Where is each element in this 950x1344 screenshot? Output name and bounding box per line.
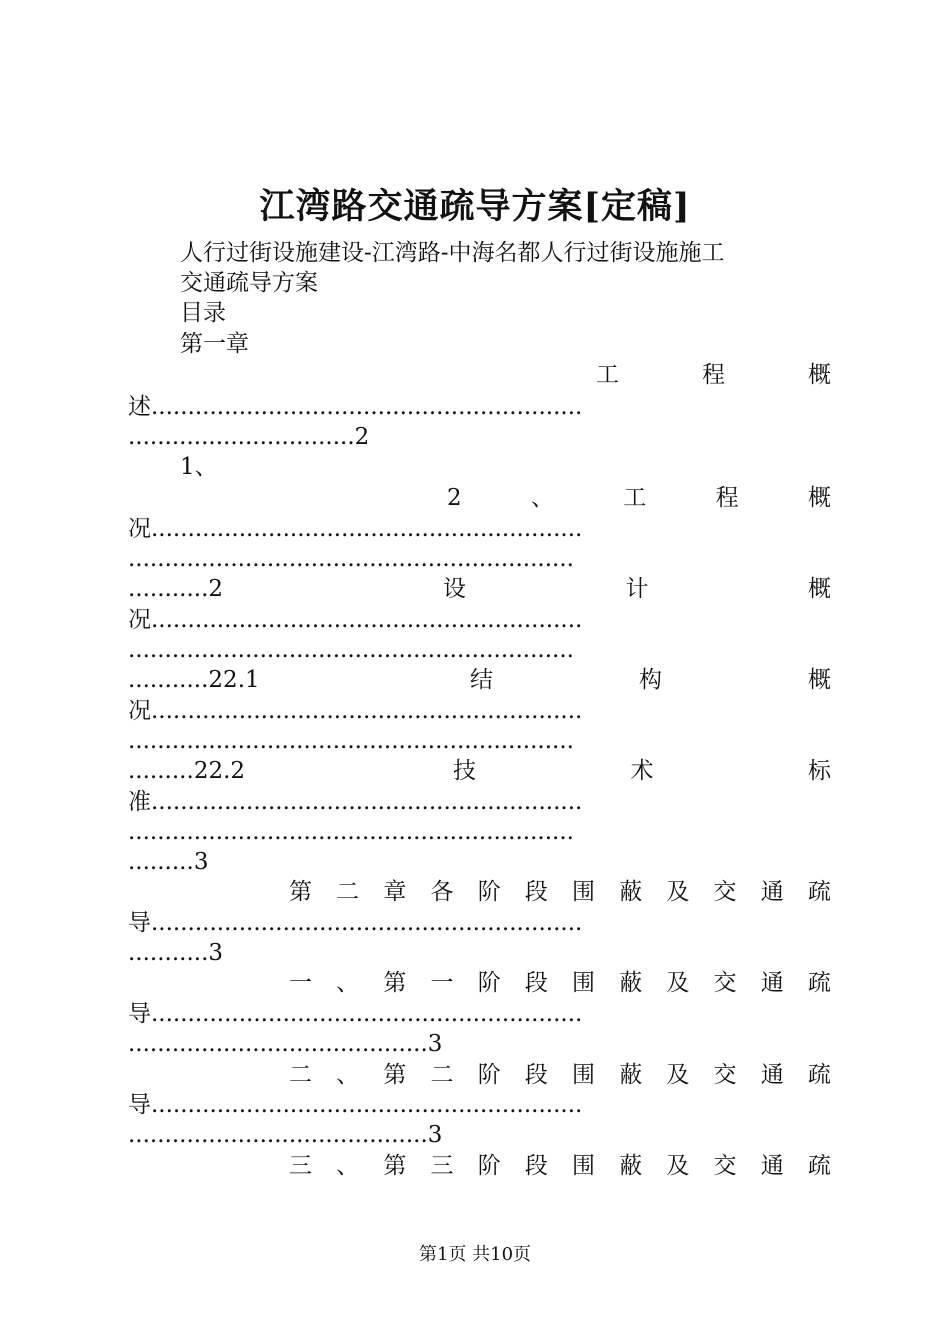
- subtitle-line-1: 人行过街设施建设-江湾路-中海名都人行过街设施施工: [180, 240, 725, 266]
- toc-char: 二: [336, 879, 360, 905]
- toc-char: 交: [713, 970, 737, 996]
- toc-entry-design-spread: [443, 574, 831, 604]
- toc-char: 、: [530, 485, 554, 511]
- toc-dot-leader: 况...........................................................: [128, 698, 583, 724]
- toc-char: 、: [336, 1153, 360, 1179]
- toc-char: 蔽: [619, 1062, 643, 1088]
- toc-char: 交: [713, 879, 737, 905]
- dot-leader-fill: ...........: [128, 940, 209, 966]
- toc-dot-leader: 况...........................................................: [128, 607, 583, 633]
- toc-char: 阶: [477, 970, 501, 996]
- toc-char: 概: [808, 576, 831, 602]
- toc-dot-leader: [128, 726, 831, 756]
- dot-leader-fill: ...............................: [128, 424, 355, 450]
- dot-leader-fill: .........: [128, 758, 194, 784]
- toc-char: 程: [702, 362, 725, 388]
- toc-char: 围: [572, 970, 596, 996]
- subtitle-line-2: 交通疏导方案: [180, 270, 318, 296]
- toc-char: 标: [808, 758, 831, 784]
- toc-dot-leader: [128, 1120, 831, 1150]
- dot-leader-fill: ...........................................................: [151, 394, 583, 420]
- toc-char: 三: [289, 1153, 312, 1179]
- toc-char: 段: [524, 970, 548, 996]
- toc-char: 计: [625, 576, 649, 602]
- toc-char: 疏: [807, 1062, 831, 1088]
- toc-char: 及: [666, 1062, 690, 1088]
- toc-char: 交: [713, 1153, 737, 1179]
- toc-dot-leader: [128, 422, 831, 452]
- toc-char: 段: [524, 1062, 548, 1088]
- toc-char: 及: [666, 1153, 690, 1179]
- dot-leader-fill: .............................................................: [128, 819, 574, 845]
- toc-entry-technical-spread: [453, 756, 831, 786]
- toc-char: 设: [443, 576, 466, 602]
- toc-dot-leader: [128, 1029, 831, 1059]
- dot-leader-fill: ...........: [128, 576, 209, 602]
- toc-entry-project-overview-spread: [447, 483, 831, 513]
- toc-char: 及: [666, 970, 690, 996]
- toc-char: 术: [630, 758, 654, 784]
- toc-char: 第: [383, 970, 407, 996]
- dot-leader-fill: .............................................................: [128, 637, 574, 663]
- chapter-1-label: 第一章: [180, 331, 249, 357]
- page-footer: 第1页 共10页: [418, 1244, 532, 1265]
- toc-char: 概: [808, 362, 831, 388]
- toc-char: 工: [596, 362, 619, 388]
- toc-dot-leader: 导...........................................................: [128, 1001, 583, 1027]
- toc-page-number: 2: [354, 424, 370, 450]
- toc-char: 二: [289, 1062, 312, 1088]
- toc-char: 疏: [807, 879, 831, 905]
- toc-page-number: 3: [427, 1122, 443, 1148]
- toc-entry-structure-spread: [470, 665, 831, 695]
- toc-page-number: 3: [427, 1031, 443, 1057]
- toc-char: 段: [524, 1153, 548, 1179]
- toc-stage-2-spread: [289, 1060, 831, 1090]
- dot-leader-fill: .............................................................: [128, 728, 574, 754]
- toc-char: 一: [430, 970, 454, 996]
- toc-char: 结: [470, 667, 493, 693]
- toc-char: 第: [383, 1062, 407, 1088]
- toc-char: 、: [336, 1062, 360, 1088]
- dot-leader-fill: ...........................................................: [151, 698, 583, 724]
- toc-page-number: 3: [208, 940, 224, 966]
- dot-leader-fill: .........................................: [128, 1122, 428, 1148]
- toc-stage-3-spread: [289, 1151, 831, 1181]
- toc-char: 蔽: [619, 1153, 643, 1179]
- toc-dot-leader: 准...........................................................: [128, 789, 583, 815]
- toc-dot-leader: [128, 938, 831, 968]
- toc-char: 、: [336, 970, 360, 996]
- toc-char: 技: [453, 758, 476, 784]
- toc-page-number: 2: [208, 576, 224, 602]
- toc-dot-leader: [128, 635, 831, 665]
- toc-char: 通: [760, 970, 784, 996]
- toc-char: 疏: [807, 970, 831, 996]
- toc-dot-leader: 导...........................................................: [128, 1092, 583, 1118]
- dot-leader-fill: ...........................................................: [151, 516, 583, 542]
- toc-chapter-2-spread: [289, 877, 831, 907]
- dot-leader-fill: ...........: [128, 667, 209, 693]
- toc-char: 蔽: [619, 879, 643, 905]
- toc-char: 章: [383, 879, 407, 905]
- toc-char: 2: [447, 485, 462, 511]
- toc-char: 围: [572, 879, 596, 905]
- toc-char: 概: [807, 485, 831, 511]
- toc-char: 第: [289, 879, 312, 905]
- toc-char: 程: [715, 485, 739, 511]
- toc-dot-leader: 述...........................................................: [128, 394, 583, 420]
- toc-char: 疏: [807, 1153, 831, 1179]
- toc-page-number: 3: [193, 849, 209, 875]
- toc-dot-leader: [128, 665, 368, 695]
- toc-dot-leader: [128, 817, 831, 847]
- toc-dot-leader: [128, 847, 831, 877]
- toc-char: 围: [572, 1062, 596, 1088]
- toc-char: 一: [289, 970, 312, 996]
- dot-leader-fill: ...........................................................: [151, 1001, 583, 1027]
- toc-dot-leader: 导...........................................................: [128, 910, 583, 936]
- toc-char: 构: [639, 667, 662, 693]
- toc-char: 通: [760, 879, 784, 905]
- toc-char: 段: [524, 879, 548, 905]
- toc-entry-number: 1、: [180, 454, 218, 480]
- dot-leader-fill: ...........................................................: [151, 607, 583, 633]
- dot-leader-fill: .........: [128, 849, 194, 875]
- toc-char: 概: [808, 667, 831, 693]
- toc-dot-leader: [128, 756, 348, 786]
- toc-char: 工: [623, 485, 647, 511]
- toc-char: 阶: [477, 879, 501, 905]
- dot-leader-fill: ...........................................................: [151, 789, 583, 815]
- toc-char: 交: [713, 1062, 737, 1088]
- toc-char: 蔽: [619, 970, 643, 996]
- dot-leader-fill: .........................................: [128, 1031, 428, 1057]
- toc-section-number: 22.1: [208, 667, 260, 693]
- dot-leader-fill: ...........................................................: [151, 910, 583, 936]
- toc-char: 通: [760, 1062, 784, 1088]
- toc-char: 通: [760, 1153, 784, 1179]
- toc-entry-overview-spread: [596, 360, 831, 390]
- toc-char: 围: [572, 1153, 596, 1179]
- toc-char: 二: [430, 1062, 454, 1088]
- dot-leader-fill: ...........................................................: [151, 1092, 583, 1118]
- toc-char: 阶: [477, 1153, 501, 1179]
- toc-char: 及: [666, 879, 690, 905]
- toc-dot-leader: [128, 544, 831, 574]
- toc-char: 三: [430, 1153, 454, 1179]
- toc-char: 各: [430, 879, 454, 905]
- toc-dot-leader: [128, 574, 328, 604]
- toc-char: 阶: [477, 1062, 501, 1088]
- toc-section-number: 22.2: [193, 758, 246, 784]
- toc-heading: 目录: [180, 300, 226, 326]
- toc-stage-1-spread: [289, 968, 831, 998]
- dot-leader-fill: .............................................................: [128, 546, 574, 572]
- toc-char: 第: [383, 1153, 407, 1179]
- toc-dot-leader: 况...........................................................: [128, 516, 583, 542]
- document-title: 江湾路交通疏导方案[定稿]: [259, 186, 691, 227]
